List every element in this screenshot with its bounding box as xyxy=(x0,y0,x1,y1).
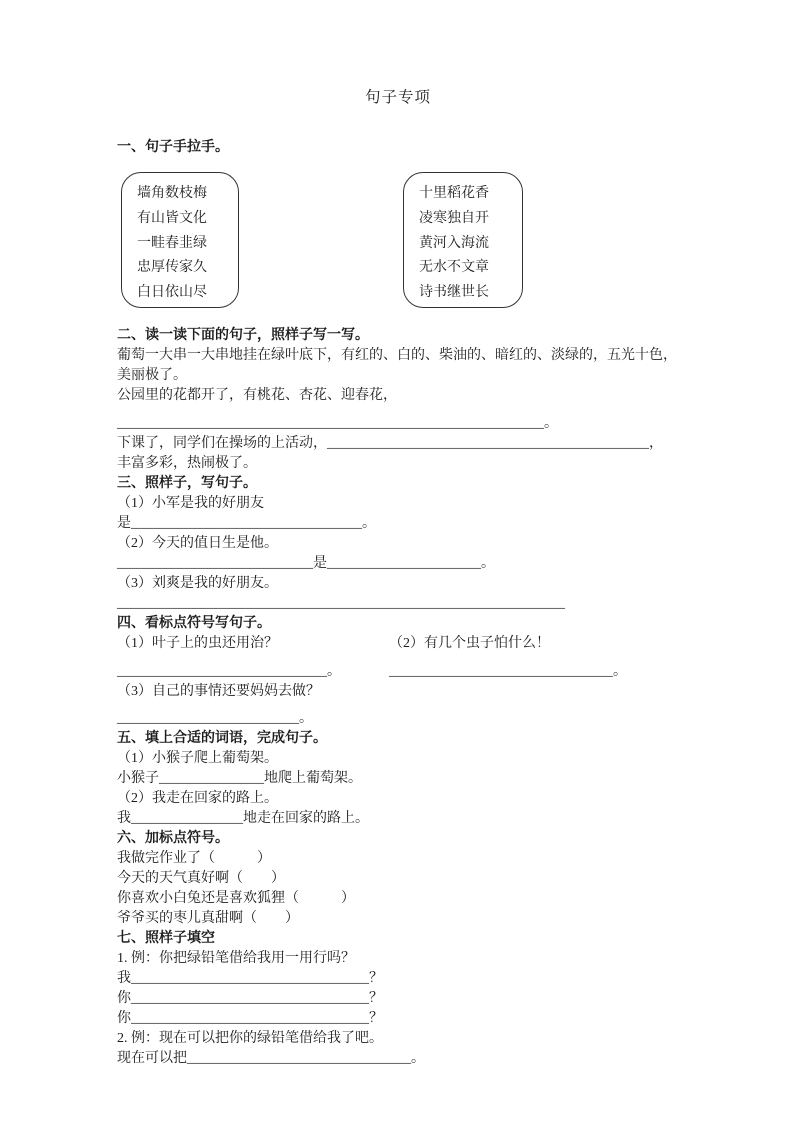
s2-sentence-1-cont: 美丽极了。 xyxy=(117,368,187,383)
s5-item-1-fill: 小猴子_______________地爬上葡萄架。 xyxy=(117,771,362,786)
page-title: 句子专项 xyxy=(364,89,431,106)
s7-blank-1: 我__________________________________？ xyxy=(117,971,383,986)
s6-line-4: 爷爷买的枣儿真甜啊（ ） xyxy=(117,911,299,926)
couplet-boxes xyxy=(117,172,679,310)
s3-item-1: （1）小军是我的好朋友 xyxy=(117,496,264,511)
couplet-line: 墙角数枝梅 xyxy=(137,186,207,201)
s7-blank-4: 现在可以把________________________________。 xyxy=(117,1051,425,1066)
s4-item-3: （3）自己的事情还要妈妈去做？ xyxy=(117,684,320,699)
s3-item-2-blank: ____________________________是______________________。 xyxy=(117,556,495,571)
page-content xyxy=(117,88,679,1069)
couplet-line: 白日依山尽 xyxy=(137,285,207,301)
s5-item-2-fill: 我________________地走在回家的路上。 xyxy=(117,811,369,826)
couplet-line: 凌寒独自开 xyxy=(419,210,489,226)
section-5-heading: 五、填上合适的词语，完成句子。 xyxy=(117,731,327,746)
couplet-line: 黄河入海流 xyxy=(419,235,489,251)
s7-example-2: 2. 例：现在可以把你的绿铅笔借给我了吧。 xyxy=(117,1031,383,1046)
s3-item-2: （2）今天的值日生是他。 xyxy=(117,536,278,551)
s2-sentence-1: 葡萄一大串一大串地挂在绿叶底下，有红的、白的、柴油的、暗红的、淡绿的，五光十色， xyxy=(117,348,677,363)
section-4-heading: 四、看标点符号写句子。 xyxy=(117,616,271,631)
s3-item-1-blank: 是_________________________________。 xyxy=(117,516,376,531)
couplet-box-right xyxy=(403,172,523,308)
s7-example-1: 1. 例：你把绿铅笔借给我用一用行吗？ xyxy=(117,951,355,966)
couplet-line: 一畦春韭绿 xyxy=(137,235,207,251)
s5-item-2: （2）我走在回家的路上。 xyxy=(117,791,278,806)
s6-line-1: 我做完作业了（ ） xyxy=(117,851,271,866)
s2-sentence-3-cont: 丰富多彩，热闹极了。 xyxy=(117,456,257,471)
s5-item-1: （1）小猴子爬上葡萄架。 xyxy=(117,751,278,766)
couplet-line: 诗书继世长 xyxy=(419,285,489,301)
s6-line-2: 今天的天气真好啊（ ） xyxy=(117,871,285,886)
s4-item-2-blank: ________________________________。 xyxy=(389,664,627,679)
s7-blank-2: 你__________________________________？ xyxy=(117,991,383,1006)
s3-item-3: （3）刘爽是我的好朋友。 xyxy=(117,576,278,591)
section-1-heading: 一、句子手拉手。 xyxy=(117,140,229,155)
s4-blanks-row xyxy=(117,662,679,682)
section-3-heading: 三、照样子，写句子。 xyxy=(117,476,257,491)
s4-item-3-blank: __________________________。 xyxy=(117,711,313,726)
section-6-heading: 六、加标点符号。 xyxy=(117,831,229,846)
s4-item-1-blank: ______________________________。 xyxy=(117,664,341,679)
s2-sentence-2: 公园里的花都开了，有桃花、杏花、迎春花， xyxy=(117,388,397,403)
couplet-line: 无水不文章 xyxy=(419,260,489,276)
s4-items-row xyxy=(117,634,679,654)
s7-blank-3: 你__________________________________？ xyxy=(117,1011,383,1026)
s4-item-1: （1）叶子上的虫还用治？ xyxy=(117,636,278,651)
couplet-box-left xyxy=(121,172,239,308)
s2-answer-blank: _____________________________________________________________。 xyxy=(117,416,558,431)
s4-item-2: （2）有几个虫子怕什么！ xyxy=(389,636,550,651)
section-2-heading: 二、读一读下面的句子，照样子写一写。 xyxy=(117,328,369,343)
couplet-line: 忠厚传家久 xyxy=(137,260,207,276)
couplet-line: 有山皆文化 xyxy=(137,210,207,226)
couplet-line: 十里稻花香 xyxy=(419,186,489,201)
s6-line-3: 你喜欢小白兔还是喜欢狐狸（ ） xyxy=(117,891,355,906)
section-7-heading: 七、照样子填空 xyxy=(117,931,215,946)
s3-item-3-blank: ________________________________________________________________ xyxy=(117,596,565,611)
s2-sentence-3: 下课了，同学们在操场的上活动，______________________________________________， xyxy=(117,436,663,451)
